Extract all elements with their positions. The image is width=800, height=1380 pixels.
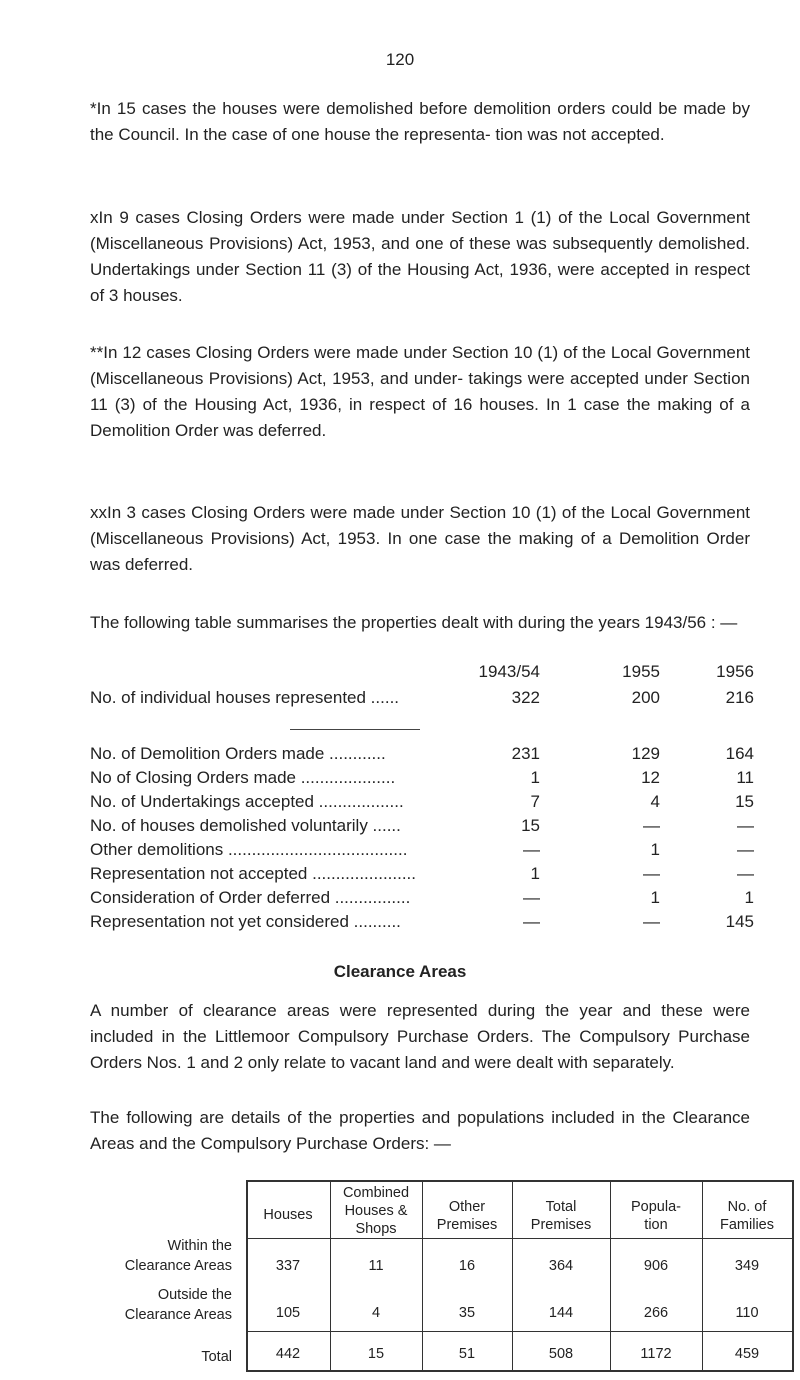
summary-row [90,840,770,864]
cell-value: 4 [650,792,660,811]
cell-value: 1 [650,840,660,859]
divider [290,729,420,730]
table-cell: 51 [458,1346,476,1362]
column-header [702,1198,792,1234]
table-cell: 1172 [640,1346,672,1362]
section-heading-clearance-areas: Clearance Areas [333,962,467,981]
year-column-header: 1943/54 [478,662,540,681]
table-cell: 35 [458,1305,476,1321]
cell-value: 1 [650,888,660,907]
cell-value: 15 [735,792,754,811]
cell-value: 322 [511,688,540,707]
header-line: Houses [263,1207,313,1223]
paragraph-closing-orders-section-1: xIn 9 cases Closing Orders were made under Section 1 (1) of the Local Government (Miscellaneous Provisions) Act, 1953, and one of these was subsequently demolished. Undertakings under Section 11 (3) of the Housing Act, 1936, were accepted in respect of 3 houses. [90,208,750,305]
table-cell: 110 [735,1305,759,1321]
cell-value: — [737,864,754,883]
header-line: No. of [727,1199,767,1215]
cell-value: 11 [736,768,754,787]
row-label-line: Clearance Areas [124,1307,232,1323]
paragraph-closing-orders-section-10: **In 12 cases Closing Orders were made under Section 10 (1) of the Local Government (Miscellaneous Provisions) Act, 1953, and under- takings were accepted under Section 11 (3) of the Housing Act, 1936, in respect of 16 houses. In 1 case the making of a Demolition Order was deferred. [90,343,750,440]
row-label-outside [42,1285,232,1325]
cell-value: — [643,912,660,931]
row-label-total [42,1347,232,1367]
cell-value: 1 [530,768,540,787]
column-header [422,1198,512,1234]
table-top-rule [246,1180,794,1182]
header-line: Other [448,1199,486,1215]
row-label: No. of Undertakings accepted .................. [90,792,404,811]
table-bottom-rule [246,1370,794,1372]
cell-value: 164 [725,744,754,763]
summary-row [90,792,770,816]
row-label-line: Within the [167,1238,232,1254]
summary-row-represented [90,688,770,712]
table-cell: 4 [371,1305,381,1321]
table-cell: 337 [275,1258,301,1274]
column-header [512,1198,610,1234]
row-label: Representation not yet considered .......... [90,912,401,931]
row-label: Consideration of Order deferred ................ [90,888,411,907]
row-label: Other demolitions ...................................... [90,840,408,859]
cell-value: 15 [521,816,540,835]
cell-value: — [523,840,540,859]
table-cell: 349 [734,1258,760,1274]
row-label: No. of Demolition Orders made ............ [90,744,386,763]
column-header [330,1184,422,1238]
header-line: Total [545,1199,577,1215]
cell-value: 1 [530,864,540,883]
paragraph-demolished-before-orders: *In 15 cases the houses were demolished before demolition orders could be made by the Council. In the case of one house the representa- tion was not accepted. [90,99,750,144]
row-label: No of Closing Orders made .................... [90,768,396,787]
row-label-line: Total [201,1349,232,1365]
table-cell: 266 [643,1305,669,1321]
table-cell: 15 [367,1346,385,1362]
summary-row [90,816,770,840]
header-rule [246,1238,794,1239]
summary-year-header [90,662,770,686]
summary-row [90,912,770,936]
table-cell: 364 [548,1258,574,1274]
row-label: Representation not accepted ...................... [90,864,417,883]
header-line: tion [644,1217,668,1233]
cell-value: — [643,816,660,835]
year-column-header: 1956 [716,662,754,681]
column-header [246,1206,330,1224]
table-cell: 16 [458,1258,476,1274]
cell-value: — [737,840,754,859]
cell-value: 216 [725,688,754,707]
cell-value: — [523,912,540,931]
row-label: No. of individual houses represented ...... [90,688,400,707]
cell-value: — [737,816,754,835]
paragraph-closing-orders-deferred: xxIn 3 cases Closing Orders were made under Section 10 (1) of the Local Government (Miscellaneous Provisions) Act, 1953. In one case the making of a Demolition Order was deferred. [90,503,750,574]
cell-value: 12 [641,768,660,787]
cell-value: 129 [631,744,660,763]
paragraph-clearance-areas: A number of clearance areas were represented during the year and these were included in the Littlemoor Compulsory Purchase Orders. The Compulsory Purchase Orders Nos. 1 and 2 only relate to vacant land and were dealt with separately. [90,1001,750,1072]
table-cell: 442 [275,1346,301,1362]
table-cell: 105 [275,1305,301,1321]
year-column-header: 1955 [622,662,660,681]
paragraph-summary-intro: The following table summarises the properties dealt with during the years 1943/56 : — [90,613,738,632]
header-line: Popula- [631,1199,681,1215]
table-cell: 508 [548,1346,574,1362]
cell-value: 1 [744,888,754,907]
column-header [610,1198,702,1234]
page-number: 120 [385,50,415,69]
total-rule [246,1331,794,1332]
column-divider [792,1180,794,1372]
header-line: Combined [342,1185,410,1201]
cell-value: 145 [725,912,754,931]
header-line: Premises [530,1217,592,1233]
row-label-within [42,1236,232,1276]
header-line: Shops [355,1221,397,1237]
summary-row [90,768,770,792]
cell-value: 200 [631,688,660,707]
table-cell: 11 [368,1258,384,1274]
cell-value: — [643,864,660,883]
table-cell: 906 [643,1258,669,1274]
cell-value: 231 [511,744,540,763]
paragraph-clearance-details-intro: The following are details of the properties and populations included in the Clearance Areas and the Compulsory Purchase Orders: — [90,1108,750,1153]
summary-row [90,744,770,768]
row-label-line: Clearance Areas [124,1258,232,1274]
cell-value: 7 [530,792,540,811]
row-label-line: Outside the [157,1287,232,1303]
summary-row [90,864,770,888]
summary-row [90,888,770,912]
header-line: Houses & [344,1203,408,1219]
header-line: Families [720,1217,774,1233]
table-grid [246,1180,794,1372]
clearance-table [42,1180,774,1380]
table-cell: 459 [734,1346,760,1362]
header-line: Premises [436,1217,498,1233]
cell-value: — [523,888,540,907]
table-cell: 144 [548,1305,574,1321]
row-label: No. of houses demolished voluntarily ...... [90,816,401,835]
